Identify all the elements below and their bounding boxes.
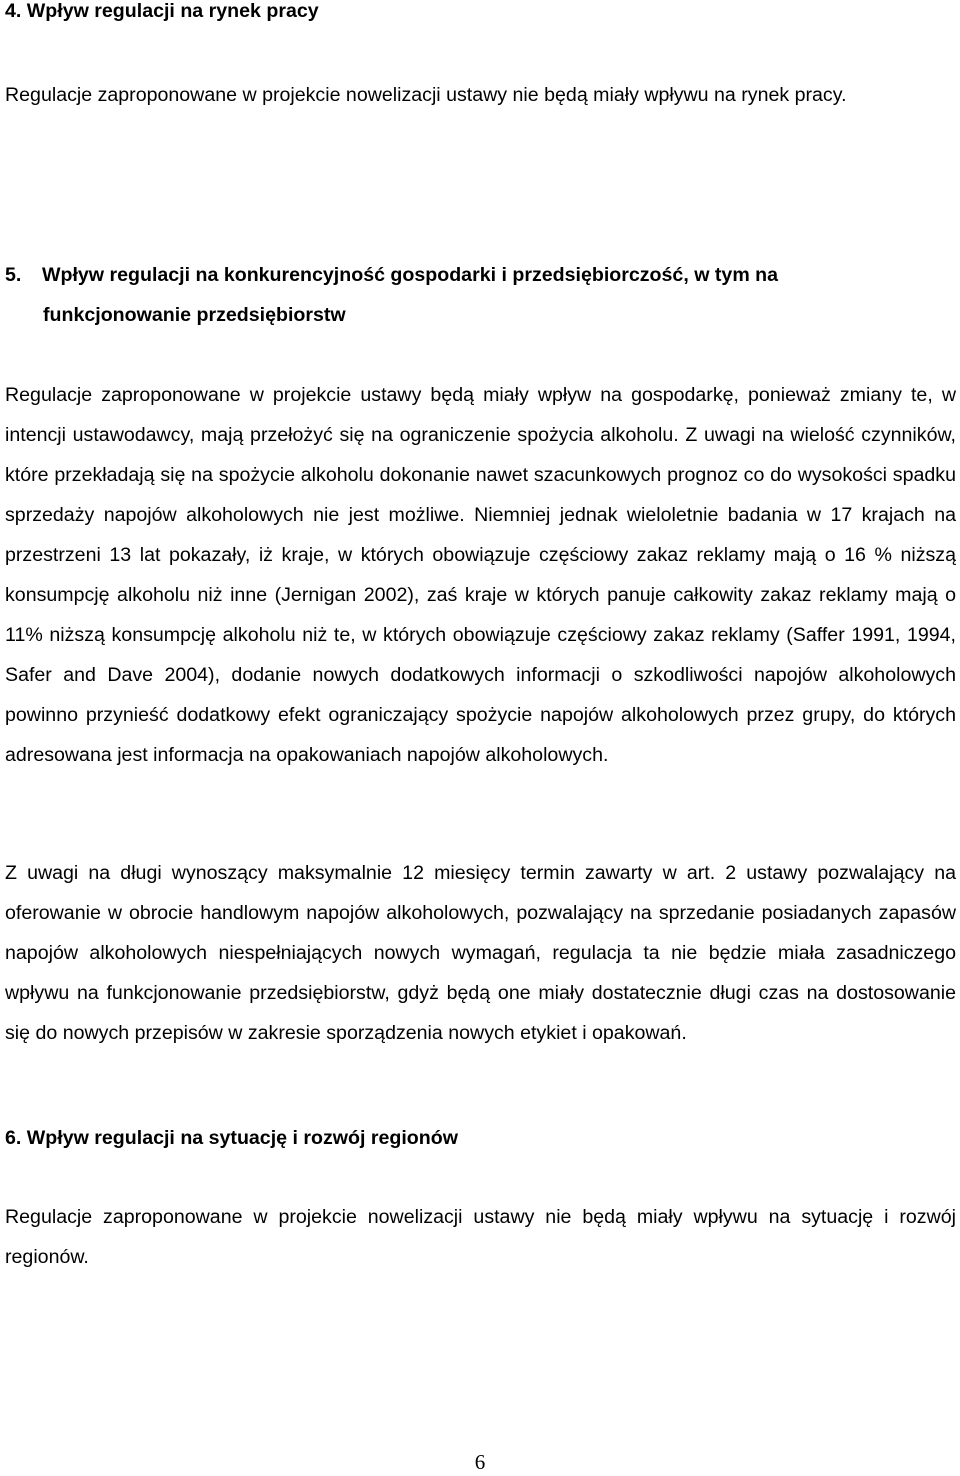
section-5-paragraph-2: Z uwagi na długi wynoszący maksymalnie 12 miesięcy termin zawarty w art. 2 ustawy pozwalający na oferowanie w obrocie handlowym napojów alkoholowych, pozwalający na sprzedanie posiadanych zapasów napojów alkoholowych niespełniających nowych wymagań, regulacja ta nie będzie miała zasadniczego wpływu na funkcjonowanie przedsiębiorstw, gdyż będą one miały dostatecznie długi czas na dostosowanie się do nowych przepisów w zakresie sporządzenia nowych etykiet i opakowań. [5,862,956,1044]
section-6-number: 6. [5,1127,22,1149]
section-5-title-line2: funkcjonowanie przedsiębiorstw [43,304,346,326]
section-4-title: Wpływ regulacji na rynek pracy [26,0,319,22]
section-6-title: Wpływ regulacji na sytuację i rozwój regionów [26,1127,458,1149]
section-6-heading [5,1118,956,1158]
section-5-number: 5. [5,264,22,286]
section-4-number: 4. [5,0,22,22]
section-5-title-line1: Wpływ regulacji na konkurencyjność gospodarki i przedsiębiorczość, w tym na [42,264,779,286]
section-4-paragraph: Regulacje zaproponowane w projekcie nowelizacji ustawy nie będą miały wpływu na rynek pracy. [5,84,847,106]
section-4-heading [5,0,956,31]
page-number: 6 [474,1450,486,1474]
section-6-paragraph: Regulacje zaproponowane w projekcie nowelizacji ustawy nie będą miały wpływu na sytuację i rozwój regionów. [5,1206,956,1268]
section-5-heading [5,255,956,295]
section-5-paragraph-1: Regulacje zaproponowane w projekcie ustawy będą miały wpływ na gospodarkę, ponieważ zmiany te, w intencji ustawodawcy, mają przełożyć się na ograniczenie spożycia alkoholu. Z uwagi na wielość czynników, które przekładają się na spożycie alkoholu dokonanie nawet szacunkowych prognoz co do wysokości spadku sprzedaży napojów alkoholowych nie jest możliwe. Niemniej jednak wieloletnie badania w 17 krajach na przestrzeni 13 lat pokazały, iż kraje, w których obowiązuje częściowy zakaz reklamy mają o 16 % niższą konsumpcję alkoholu niż inne (Jernigan 2002), zaś kraje w których panuje całkowity zakaz reklamy mają o 11% niższą konsumpcję alkoholu niż te, w których obowiązuje częściowy zakaz reklamy (Saffer 1991, 1994, Safer and Dave 2004), dodanie nowych dodatkowych informacji o szkodliwości napojów alkoholowych powinno przynieść dodatkowy efekt ograniczający spożycie napojów alkoholowych przez grupy, do których adresowana jest informacja na opakowaniach napojów alkoholowych. [5,384,956,766]
